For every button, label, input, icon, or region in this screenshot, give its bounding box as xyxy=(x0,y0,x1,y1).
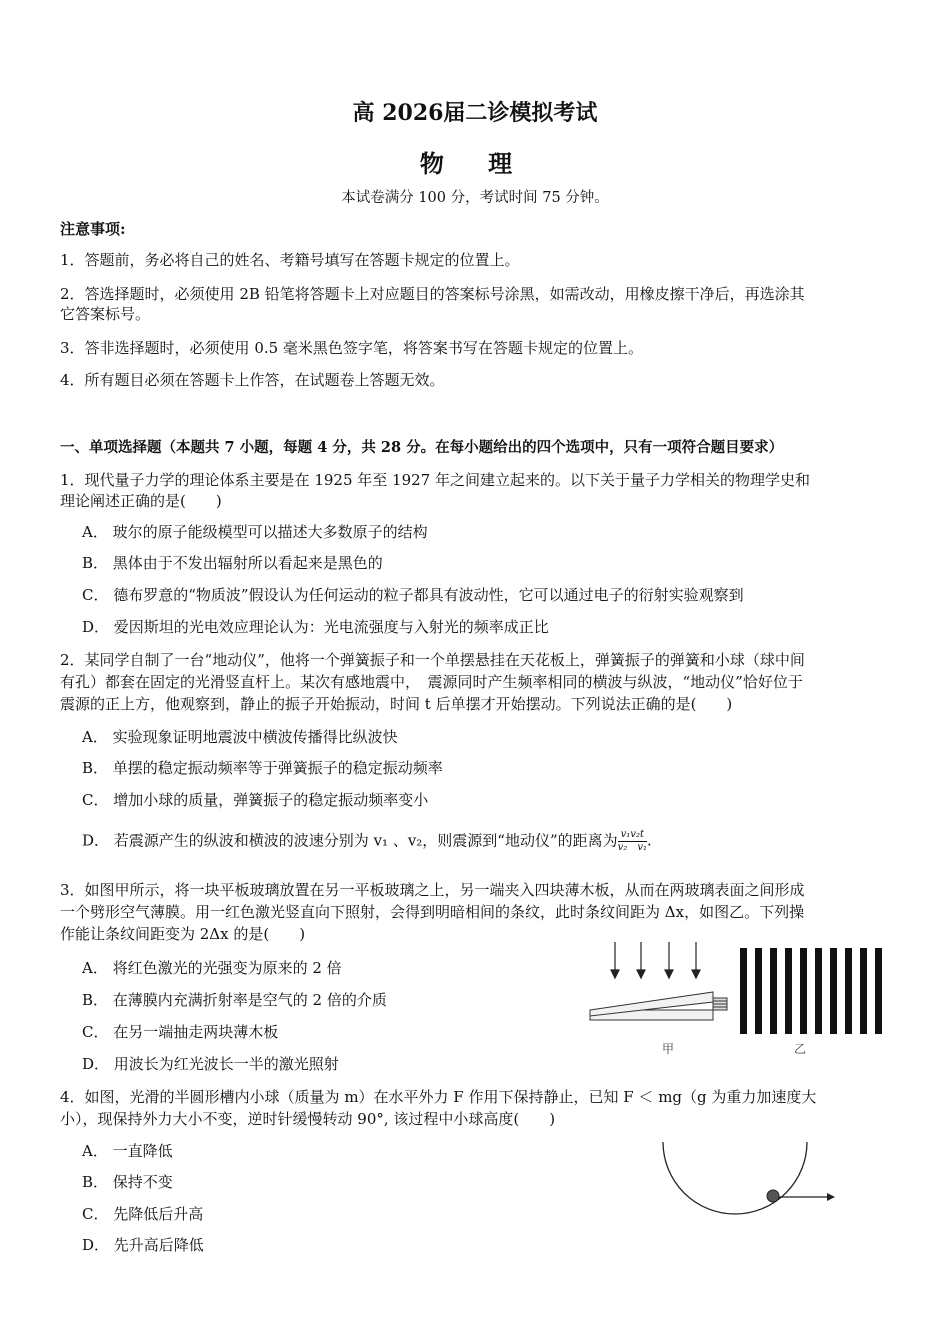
fraction-numerator: v₁v₂t xyxy=(618,829,647,842)
notice-item: 3．答非选择题时，必须使用 0.5 毫米黑色签字笔，将答案书写在答题卡规定的位置上。 xyxy=(60,339,643,357)
q2-option-b: B． 单摆的稳定振动频率等于弹簧振子的稳定振动频率 xyxy=(82,759,443,777)
question-2-line: 2．某同学自制了一台“地动仪”，他将一个弹簧振子和一个单摆悬挂在天花板上，弹簧振子的弹簧和小球（球中间 xyxy=(60,651,805,669)
notice-item: 2．答选择题时，必须使用 2B 铅笔将答题卡上对应题目的答案标号涂黑，如需改动，用橡皮擦干净后，再选涂其 xyxy=(60,285,805,303)
q4-option-a: A． 一直降低 xyxy=(82,1142,173,1160)
q2-option-d xyxy=(82,829,652,854)
question-1-line: 1．现代量子力学的理论体系主要是在 1925 年至 1927 年之间建立起来的。以下关于量子力学相关的物理学史和 xyxy=(60,471,810,489)
question-3-line: 3．如图甲所示，将一块平板玻璃放置在另一平板玻璃之上，另一端夹入四块薄木板，从而在两玻璃表面之间形成 xyxy=(60,881,805,899)
figure-semicircle-groove xyxy=(655,1138,840,1218)
question-3-line: 作能让条纹间距变为 2Δx 的是( ) xyxy=(60,925,306,943)
q2-option-d-text: D． 若震源产生的纵波和横波的波速分别为 v₁ 、v₂，则震源到“地动仪”的距离为 xyxy=(82,831,618,850)
q4-option-d: D． 先升高后降低 xyxy=(82,1236,204,1254)
notice-item: 它答案标号。 xyxy=(60,305,151,323)
q2-option-a: A． 实验现象证明地震波中横波传播得比纵波快 xyxy=(82,728,398,746)
q4-option-c: C． 先降低后升高 xyxy=(82,1205,204,1223)
question-3-line: 一个劈形空气薄膜。用一红色激光竖直向下照射，会得到明暗相间的条纹，此时条纹间距为 Δx，如图乙。下列操 xyxy=(60,903,805,921)
question-2-line: 有孔）都套在固定的光滑竖直杆上。某次有感地震中， 震源同时产生频率相同的横波与纵波，“地动仪”恰好位于 xyxy=(60,673,803,691)
figure-label-yi: 乙 xyxy=(794,1042,807,1056)
q2-option-c: C． 增加小球的质量，弹簧振子的稳定振动频率变小 xyxy=(82,791,429,809)
q1-option-c: C． 德布罗意的“物质波”假设认为任何运动的粒子都具有波动性，它可以通过电子的衍射实验观察到 xyxy=(82,586,744,604)
question-2-line: 震源的正上方，他观察到，静止的振子开始振动，时间 t 后单摆才开始摆动。下列说法正确的是( ) xyxy=(60,695,733,713)
fraction-denominator: v₂ v₁ xyxy=(617,842,647,853)
q3-option-b: B． 在薄膜内充满折射率是空气的 2 倍的介质 xyxy=(82,991,387,1009)
q4-option-b: B． 保持不变 xyxy=(82,1173,173,1191)
q3-option-c: C． 在另一端抽走两块薄木板 xyxy=(82,1023,279,1041)
notice-item: 4．所有题目必须在答题卡上作答，在试题卷上答题无效。 xyxy=(60,371,445,389)
exam-info: 本试卷满分 100 分，考试时间 75 分钟。 xyxy=(341,190,609,206)
question-1-line: 理论阐述正确的是( ) xyxy=(60,492,222,510)
question-4-line: 小），现保持外力大小不变，逆时针缓慢转动 90°, 该过程中小球高度( ) xyxy=(60,1110,556,1128)
section-heading: 一、单项选择题（本题共 7 小题，每题 4 分，共 28 分。在每小题给出的四个选项中，只有一项符合题目要求） xyxy=(60,439,784,456)
notice-heading: 注意事项: xyxy=(60,220,126,238)
notice-item: 1．答题前，务必将自己的姓名、考籍号填写在答题卡规定的位置上。 xyxy=(60,251,520,269)
figure-label-jia: 甲 xyxy=(662,1042,675,1056)
subject-title: 物 理 xyxy=(419,149,531,178)
distance-fraction xyxy=(618,829,647,854)
q1-option-b: B． 黑体由于不发出辐射所以看起来是黑色的 xyxy=(82,554,383,572)
q1-option-d: D． 爱因斯坦的光电效应理论认为：光电流强度与入射光的频率成正比 xyxy=(82,618,549,636)
q1-option-a: A． 玻尔的原子能级模型可以描述大多数原子的结构 xyxy=(82,523,428,541)
question-4-line: 4．如图，光滑的半圆形槽内小球（质量为 m）在水平外力 F 作用下保持静止，已知 F ＜ mg（g 为重力加速度大 xyxy=(60,1088,817,1106)
exam-title: 高 2026届二诊模拟考试 xyxy=(352,100,598,126)
q3-option-d: D． 用波长为红光波长一半的激光照射 xyxy=(82,1055,339,1073)
figure-air-wedge xyxy=(585,940,735,1040)
figure-fringes xyxy=(738,948,888,1034)
q3-option-a: A． 将红色激光的光强变为原来的 2 倍 xyxy=(82,959,342,977)
q2-option-d-end: . xyxy=(646,831,652,850)
